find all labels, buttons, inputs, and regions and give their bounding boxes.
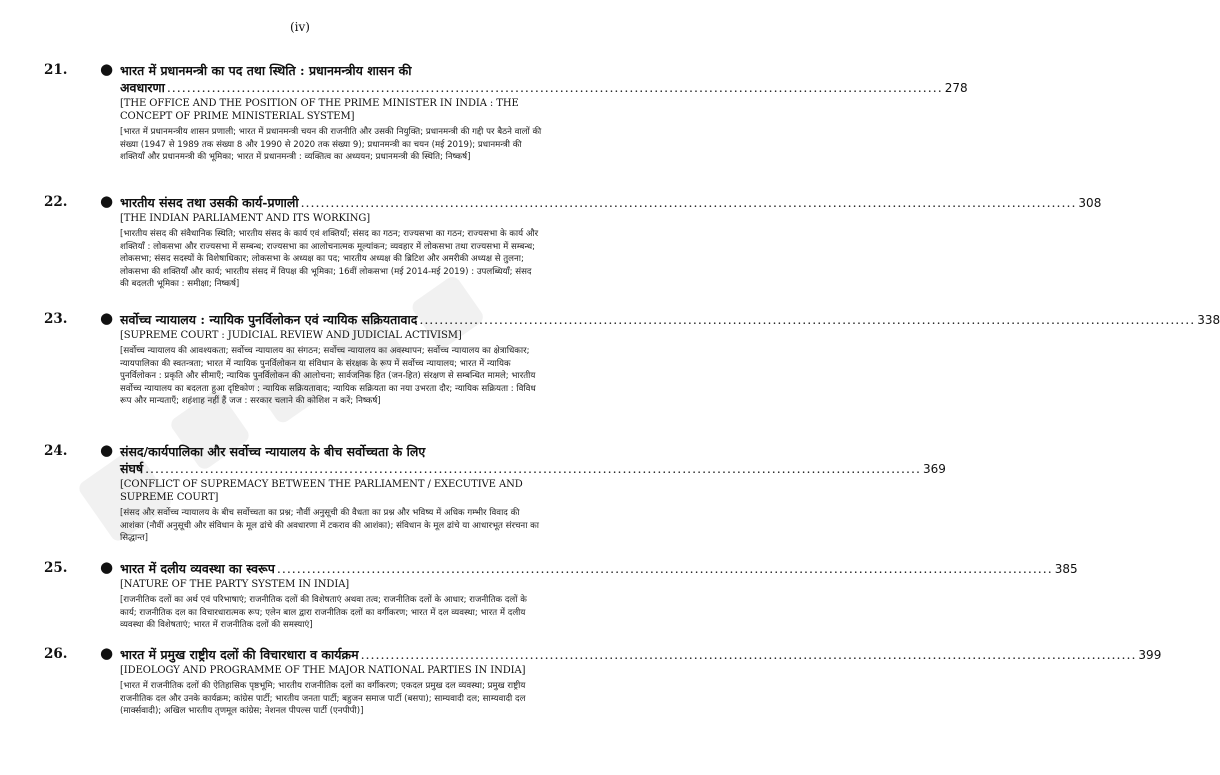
entry-page: 338 — [1197, 313, 1220, 327]
entry-title-lead: भारत में प्रधानमन्त्री का पद तथा स्थिति : प्रधानमन्त्रीय शासन की — [120, 63, 412, 78]
entry-title: अवधारणा — [120, 80, 165, 95]
dot-leader: ............................................................................................................................................................ — [166, 80, 943, 95]
entry-english-title: [NATURE OF THE PARTY SYSTEM IN INDIA] — [120, 579, 350, 590]
entry-english-title: [IDEOLOGY AND PROGRAMME OF THE MAJOR NATIONAL PARTIES IN INDIA] — [120, 665, 526, 676]
dot-leader: ............................................................................................................................................................ — [360, 647, 1137, 662]
bullet-icon: ● — [100, 558, 114, 576]
entry-description: [भारत में प्रधानमन्त्रीय शासन प्रणाली; भारत में प्रधानमन्त्री चयन की राजनीति और उसकी नियुक्ति; प्रधानमन्त्री की गद्दी पर बैठने वालों की संख्या (1947 से 1989 तक संख्या 8 और 1990 से 2020 तक संख्या 9); प्रधानमन्त्री का चयन (मई 2019); प्रधानमन्त्री की शक्तियाँ और प्रधानमन्त्री की भूमिका; भारत में प्रधानमन्त्री : व्यक्तित्व का अध्ययन; प्रधानमन्त्री की स्थिति; निष्कर्ष] — [120, 127, 542, 162]
entry-description: [भारतीय संसद की संवैधानिक स्थिति; भारतीय संसद के कार्य एवं शक्तियाँ; संसद का गठन; राज्यसभा का गठन; राज्यसभा के कार्य और शक्तियाँ : लोकसभा और राज्यसभा में सम्बन्ध; राज्यसभा का आलोचनात्मक मूल्यांकन; व्यवहार में लोकसभा तथा राज्यसभा में सम्बन्ध; लोकसभा; संसद सदस्यों के विशेषाधिकार; लोकसभा के अध्यक्ष का पद; भारतीय अध्यक्ष की ब्रिटिश और अमरीकी अध्यक्ष से तुलना; लोकसभा की शक्तियाँ और कार्य; भारतीय संसद में विपक्ष की भूमिका; 16वीं लोकसभा (मई 2014-मई 2019) : उपलब्धियाँ; संसद की बदलती भूमिका : समीक्षा; निष्कर्ष] — [120, 229, 539, 289]
entry-title: भारत में दलीय व्यवस्था का स्वरूप — [120, 561, 275, 576]
entry-english-title: [THE INDIAN PARLIAMENT AND ITS WORKING] — [120, 213, 371, 224]
entry-number: 24. — [44, 443, 68, 459]
entry-title: भारत में प्रमुख राष्ट्रीय दलों की विचारधारा व कार्यक्रम — [120, 647, 359, 662]
entry-title: भारतीय संसद तथा उसकी कार्य-प्रणाली — [120, 195, 299, 210]
entry-description: [सर्वोच्च न्यायालय की आवश्यकता; सर्वोच्च न्यायालय का संगठन; सर्वोच्च न्यायालय का अवस्थापन; सर्वोच्च न्यायालय का क्षेत्राधिकार; न्यायपालिका की स्वतन्त्रता; भारत में न्यायिक पुनर्विलोकन या संविधान के संरक्षक के रूप में सर्वोच्च न्यायालय; भारत में न्यायिक पुनर्विलोकन : प्रकृति और सीमाएँ; न्यायिक पुनर्विलोकन की आलोचना; सार्वजनिक हित (जन-हित) संरक्षण से सम्बन्धित मामले; भारतीय सर्वोच्च न्यायालय का बदलता हुआ दृष्टिकोण : न्यायिक सक्रियतावाद; न्यायिक सक्रियता का नया उभरता दौर; न्यायिक सक्रियता : विविध रूप और मान्यताएँ; शहंशाह नहीं हैं जज : सरकार चलाने की कोशिश न करें; निष्कर्ष] — [120, 346, 536, 406]
entry-title: सर्वोच्च न्यायालय : न्यायिक पुनर्विलोकन एवं न्यायिक सक्रियतावाद — [120, 312, 418, 327]
entry-number: 22. — [44, 194, 68, 210]
bullet-icon: ● — [100, 309, 114, 327]
bullet-icon: ● — [100, 441, 114, 459]
entry-description: [राजनीतिक दलों का अर्थ एवं परिभाषाएं; राजनीतिक दलों की विशेषताएं अथवा तत्व; राजनीतिक दलों के आधार; राजनीतिक दलों के कार्य; राजनीतिक दल का विचारधारात्मक रूप; एलेन बाल द्वारा राजनीतिक दलों का वर्गीकरण; भारत में दल व्यवस्था; भारत में दलीय व्यवस्था की विशेषताएं; भारत में राजनीतिक दलों की समस्याएं] — [120, 595, 527, 630]
entry-description: [संसद और सर्वोच्च न्यायालय के बीच सर्वोच्चता का प्रश्न; नौवीं अनुसूची की वैधता का प्रश्न और भविष्य में अधिक गम्भीर विवाद की आशंका (नौवीं अनुसूची और संविधान के मूल ढांचे की अवधारणा में टकराव की आशंका); संविधान के मूल ढांचे या आधारभूत संरचना का सिद्धान्त] — [120, 508, 539, 543]
entry-english-title: [SUPREME COURT : JUDICIAL REVIEW AND JUDICIAL ACTIVISM] — [120, 330, 462, 341]
entry-number: 21. — [44, 62, 68, 78]
dot-leader: ............................................................................................................................................................ — [419, 312, 1196, 327]
entry-page: 369 — [922, 462, 946, 476]
dot-leader: ............................................................................................................................................................ — [300, 195, 1077, 210]
entry-english-title: [THE OFFICE AND THE POSITION OF THE PRIME MINISTER IN INDIA : THE CONCEPT OF PRIME MINISTERIAL SYSTEM] — [120, 98, 519, 122]
entry-page: 278 — [944, 81, 968, 95]
entry-title: संघर्ष — [120, 461, 144, 476]
entry-description: [भारत में राजनीतिक दलों की ऐतिहासिक पृष्ठभूमि; भारतीय राजनीतिक दलों का वर्गीकरण; एकदल प्रमुख दल व्यवस्था; प्रमुख राष्ट्रीय राजनीतिक दल और उनके कार्यक्रम; कांग्रेस पार्टी; भारतीय जनता पार्टी; बहुजन समाज पार्टी (बसपा); साम्यवादी दल; साम्यवादी दल (मार्क्सवादी); अखिल भारतीय तृणमूल कांग्रेस; नेशनल पीपल्स पार्टी (एनपीपी)] — [120, 681, 526, 716]
entry-number: 25. — [44, 560, 68, 576]
page-number: (iv) — [290, 20, 310, 34]
entry-page: 399 — [1138, 648, 1162, 662]
entry-page: 385 — [1054, 562, 1078, 576]
bullet-icon: ● — [100, 60, 114, 78]
bullet-icon: ● — [100, 644, 114, 662]
entry-english-title: [CONFLICT OF SUPREMACY BETWEEN THE PARLIAMENT / EXECUTIVE AND SUPREME COURT] — [120, 479, 523, 503]
entry-number: 26. — [44, 646, 68, 662]
dot-leader: ............................................................................................................................................................ — [145, 461, 921, 476]
bullet-icon: ● — [100, 192, 114, 210]
entry-title-lead: संसद/कार्यपालिका और सर्वोच्च न्यायालय के बीच सर्वोच्चता के लिए — [120, 444, 426, 459]
dot-leader: ............................................................................................................................................................ — [276, 561, 1053, 576]
entry-number: 23. — [44, 311, 68, 327]
entry-page: 308 — [1078, 196, 1102, 210]
